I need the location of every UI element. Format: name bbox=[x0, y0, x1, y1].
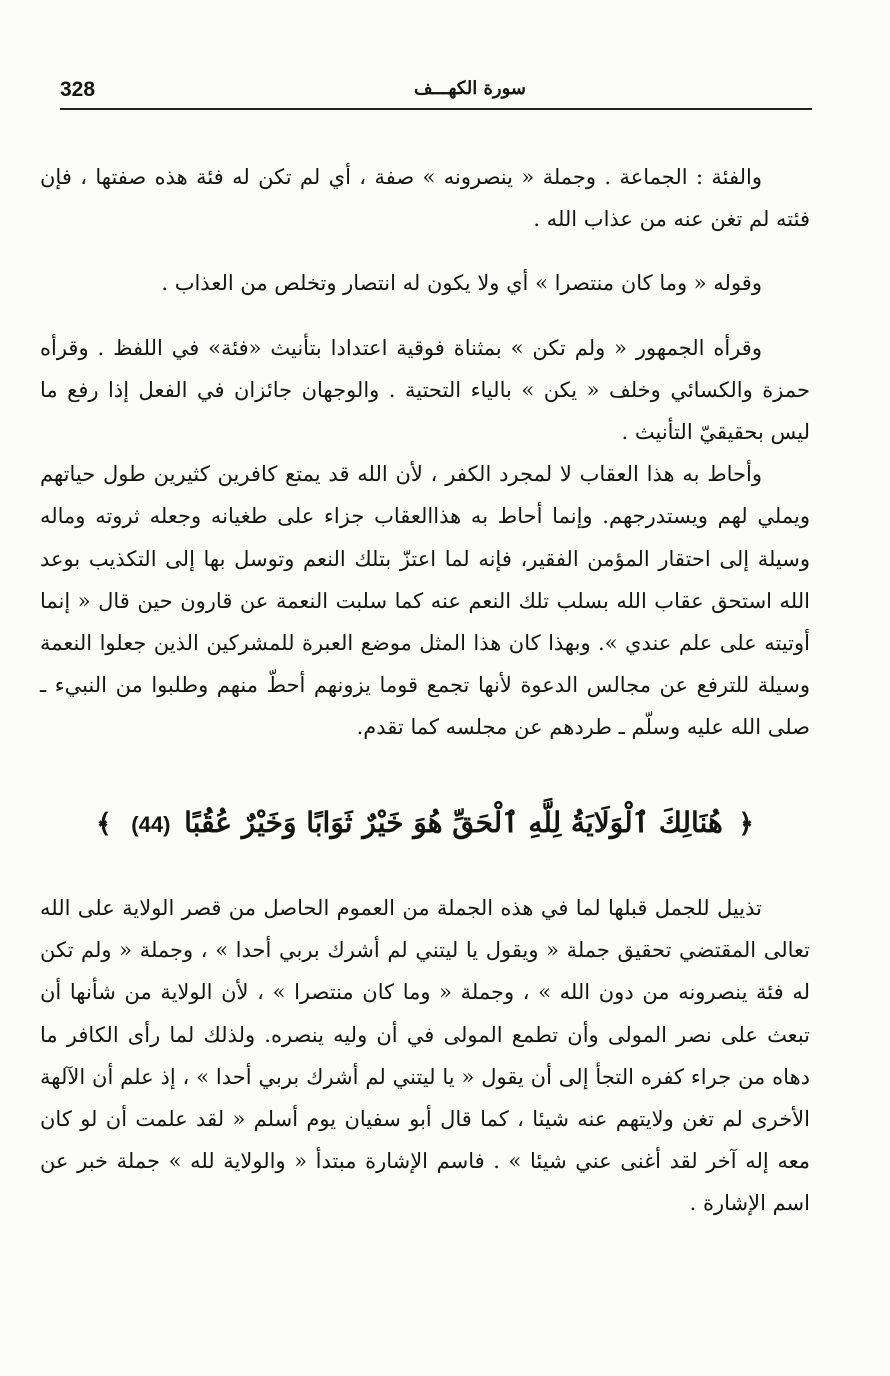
paragraph-qiraat: وقرأه الجمهور « ولم تكن » بمثناة فوقية اعتدادا بتأنيث «فئة» في اللفظ . وقرأه حمزة والكسائي وخلف « يكن » بالياء التحتية . والوجهان جائزان في الفعل إذا رفع ما ليس بحقيقيّ التأنيث . bbox=[40, 335, 810, 445]
verse-text: هُنَالِكَ ٱلْوَلَايَةُ لِلَّهِ ٱلْحَقِّ هُوَ خَيْرٌ ثَوَابًا وَخَيْرٌ عُقُبًا bbox=[184, 806, 723, 839]
paragraph-fiah-definition: والفئة : الجماعة . وجملة « ينصرونه » صفة ، أي لم تكن له فئة هذه صفتها ، فإن فئته لم تغن عنه من عذاب الله . bbox=[40, 165, 810, 232]
quran-verse bbox=[40, 795, 810, 853]
paragraph-punishment: وأحاط به هذا العقاب لا لمجرد الكفر ، لأن الله قد يمتع كافرين كثيرين طول حياتهم ويملي لهم ويستدرجهم. وإنما أحاط به هذاالعقاب جزاء على طغيانه وجعله ثروته وماله وسيلة إلى احتقار المؤمن الفقير، فإنه لما اعتزّ بتلك النعم وتوسل بها إلى التكذيب بوعد الله استحق عقاب الله بسلب تلك النعم عنه كما سلبت النعمة عن قارون حين قال « إنما أوتيته على علم عندي ». وبهذا كان هذا المثل موضع العبرة للمشركين الذين جعلوا النعمة وسيلة للترفع عن مجالس الدعوة لأنها تجمع قوما يزونهم أحطّ منهم وطلبوا من النبيء ـ صلى الله عليه وسلّم ـ طردهم عن مجلسه كما تقدم. bbox=[40, 462, 810, 740]
page-number: 328 bbox=[60, 78, 96, 101]
paragraph-tadhyil: تذييل للجمل قبلها لما في هذه الجملة من العموم الحاصل من قصر الولاية على الله تعالى المقتضي تحقيق جملة « ويقول يا ليتني لم أشرك بربي أحدا » ، وجملة « ولم تكن له فئة ينصرونه من دون الله » ، وجملة « وما كان منتصرا » ، لأن الولاية من شأنها أن تبعث على نصر المولى وأن تطمع المولى في أن وليه ينصره. ولذلك لما رأى الكافر ما دهاه من جراء كفره التجأ إلى أن يقول « يا ليتني لم أشرك بربي أحدا » ، إذ علم أن الآلهة الأخرى لم تغن ولايتهم عنه شيئا ، كما قال أبو سفيان يوم أسلم « لقد علمت أن لو كان معه إله آخر لقد أغنى عني شيئا » . فاسم الإشارة مبتدأ « والولاية لله » جملة خبر عن اسم الإشارة . bbox=[40, 896, 810, 1216]
commentary-section-2 bbox=[40, 887, 810, 1225]
verse-number: (44) bbox=[131, 812, 171, 837]
paragraph-wa-ma-kana: وقوله « وما كان منتصرا » أي ولا يكون له انتصار وتخلص من العذاب . bbox=[161, 271, 762, 296]
surah-title: سورة الكهـــف bbox=[414, 78, 526, 99]
verse-open-bracket: ﴿ bbox=[738, 809, 754, 839]
commentary-section-1 bbox=[40, 156, 810, 749]
page-header bbox=[60, 74, 812, 110]
verse-close-bracket: ﴾ bbox=[96, 809, 112, 839]
